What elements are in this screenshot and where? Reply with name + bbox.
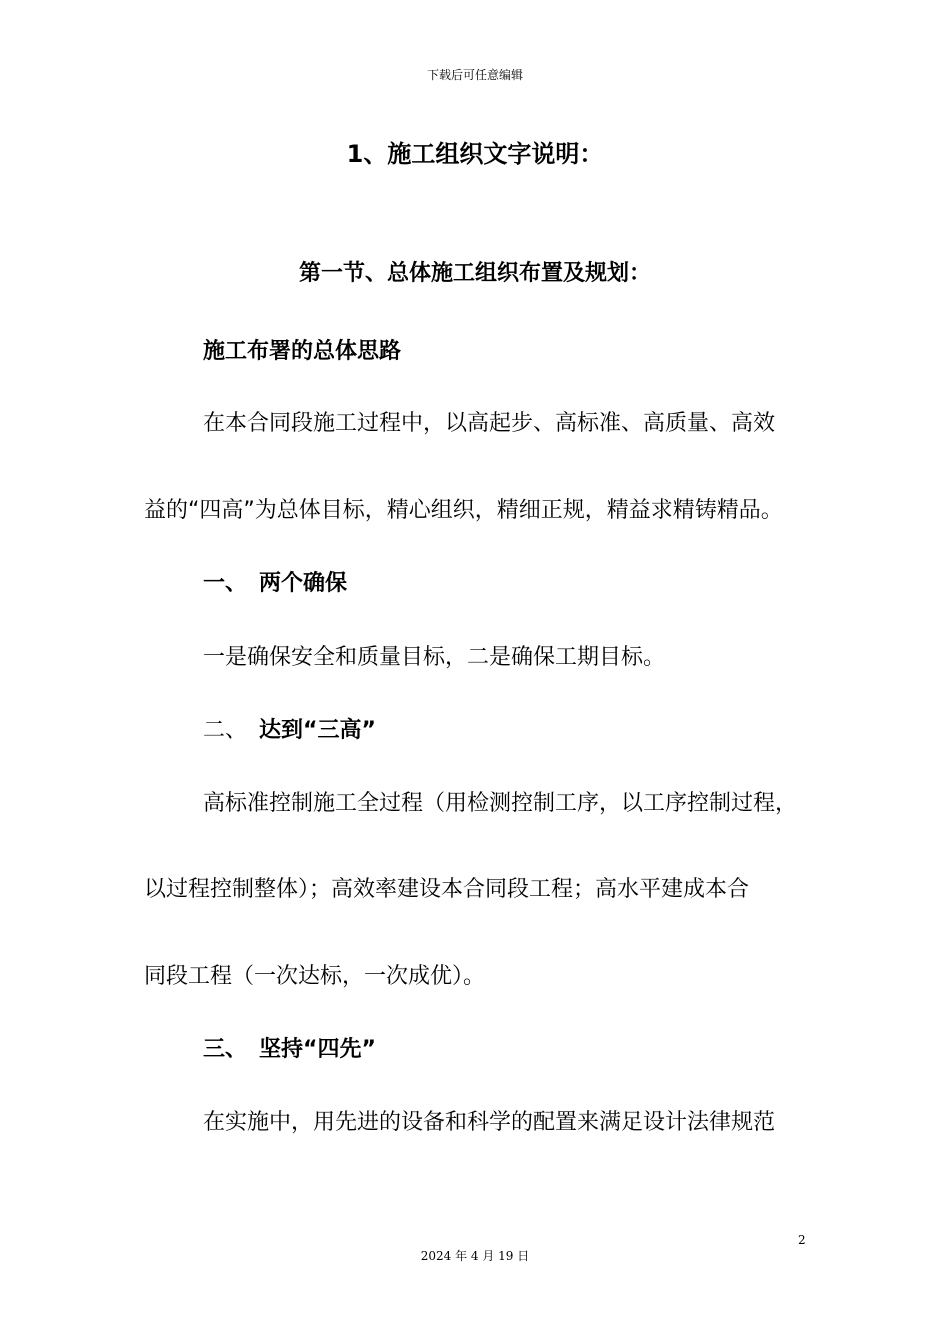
item-3-heading: 坚持“四先” [259,1037,376,1062]
item-3-line-1: 在实施中，用先进的设备和科学的配置来满足设计法律规范 [203,1110,776,1135]
page-number: 2 [798,1233,806,1247]
item-2-heading-row [203,713,376,744]
item-3-number: 三、 [203,1037,248,1062]
item-1-heading: 两个确保 [259,571,348,596]
item-2-heading: 达到“三高” [259,718,376,743]
item-1-heading-row [203,566,347,597]
intro-line-2: 益的“四高”为总体目标，精心组织，精细正规，精益求精铸精品。 [144,498,783,523]
item-2-line-2: 以过程控制整体）；高效率建设本合同段工程；高水平建成本合 [144,877,750,902]
section-title: 第一节、总体施工组织布置及规划： [298,261,651,286]
item-2-line-3: 同段工程（一次达标，一次成优）。 [144,964,486,989]
header-note: 下载后可任意编辑 [426,68,523,82]
item-2-line-1: 高标准控制施工全过程（用检测控制工序，以工序控制过程， [203,791,798,816]
item-1-number: 一、 [203,571,248,596]
item-2-number: 二、 [203,718,248,743]
item-1-line-1: 一是确保安全和质量目标，二是确保工期目标。 [203,645,666,670]
subheading: 施工布署的总体思路 [203,339,402,364]
item-3-heading-row [203,1032,376,1063]
intro-line-1: 在本合同段施工过程中，以高起步、高标准、高质量、高效 [203,411,776,436]
footer-date: 2024 年 4 月 19 日 [420,1249,530,1263]
document-title: 1、施工组织文字说明： [346,140,604,168]
